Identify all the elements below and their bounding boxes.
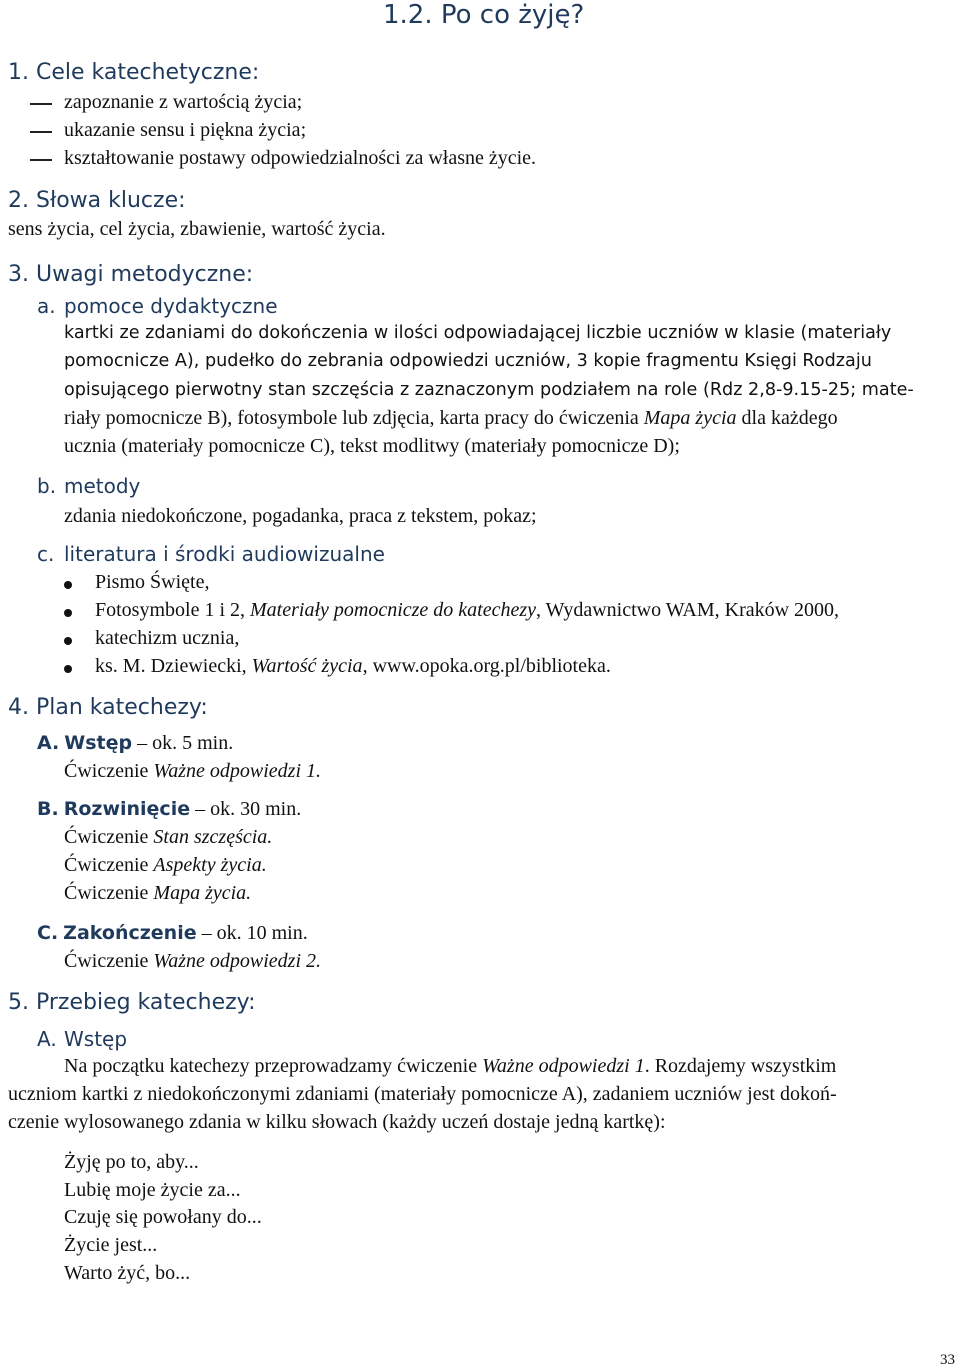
plan-step-b-exercise-3 xyxy=(64,882,251,905)
plan-step-b-time: – ok. 30 min. xyxy=(195,798,302,820)
sentence-starter-2: Lubię moje życie za... xyxy=(64,1179,241,1201)
plan-step-b-label: B. xyxy=(37,798,59,820)
intro-paragraph-line-3: czenie wylosowanego zdania w kilku słowach (każdy uczeń dostaje jedną kartkę): xyxy=(8,1111,666,1133)
intro-paragraph-line-1 xyxy=(64,1055,836,1078)
plan-step-a xyxy=(37,732,233,755)
plan-step-b-exercise-2 xyxy=(64,854,267,877)
exercise-title: Ważne odpowiedzi 1 xyxy=(482,1055,645,1077)
progress-a-label: A. xyxy=(37,1027,57,1051)
exercise-prefix: Ćwiczenie xyxy=(64,826,154,848)
section-2-heading: 2. Słowa klucze: xyxy=(8,188,186,213)
plan-step-c-title: Zakończenie xyxy=(63,922,197,944)
bullet-icon xyxy=(64,637,72,645)
section-4-heading: 4. Plan katechezy: xyxy=(8,695,208,720)
plan-step-a-time: – ok. 5 min. xyxy=(137,732,234,754)
goal-item-1: zapoznanie z wartością życia; xyxy=(64,91,303,113)
keywords-text: sens życia, cel życia, zbawienie, wartość życia. xyxy=(8,218,386,240)
plan-step-c-time: – ok. 10 min. xyxy=(201,922,308,944)
sentence-starter-5: Warto żyć, bo... xyxy=(64,1262,191,1284)
section-5-heading: 5. Przebieg katechezy: xyxy=(8,990,256,1015)
item-a-title: pomoce dydaktyczne xyxy=(64,294,278,318)
exercise-title: Mapa życia. xyxy=(153,882,252,904)
methods-text: zdania niedokończone, pogadanka, praca z tekstem, pokaz; xyxy=(64,505,537,527)
exercise-title: Aspekty życia. xyxy=(153,854,267,876)
section-3-heading: 3. Uwagi metodyczne: xyxy=(8,262,254,287)
page-title: 1.2. Po co żyję? xyxy=(383,0,585,30)
plan-step-b-title: Rozwinięcie xyxy=(63,798,191,820)
exercise-title: Ważne odpowiedzi 1. xyxy=(153,760,322,782)
intro-paragraph-line-2: uczniom kartki z niedokończonymi zdaniami (materiały pomocnicze A), zadaniem uczniów jest dokoń- xyxy=(8,1083,837,1105)
dash-marker xyxy=(30,159,52,161)
exercise-prefix: Ćwiczenie xyxy=(64,854,154,876)
aids-line-4-end: dla każdego xyxy=(736,407,838,429)
plan-step-b-exercise-1 xyxy=(64,826,272,849)
exercise-prefix: Ćwiczenie xyxy=(64,950,154,972)
aids-line-1: kartki ze zdaniami do dokończenia w ilości odpowiadającej liczbie uczniów w klasie (materiały xyxy=(64,323,892,343)
item-b-label: b. xyxy=(37,474,57,498)
worksheet-title: Mapa życia xyxy=(643,407,737,429)
bullet-icon xyxy=(64,665,72,673)
literature-item-2-start: Fotosymbole 1 i 2, xyxy=(95,599,251,621)
plan-step-c-exercise xyxy=(64,950,321,973)
intro-line-1-start: Na początku katechezy przeprowadzamy ćwiczenie xyxy=(64,1055,483,1077)
aids-line-4 xyxy=(64,407,838,430)
aids-line-5: ucznia (materiały pomocnicze C), tekst modlitwy (materiały pomocnicze D); xyxy=(64,435,680,457)
item-c-label: c. xyxy=(37,542,55,566)
progress-a-title: Wstęp xyxy=(64,1027,128,1051)
literature-item-4-start: ks. M. Dziewiecki, xyxy=(95,655,252,677)
plan-step-a-exercise xyxy=(64,760,321,783)
plan-step-c xyxy=(37,922,308,945)
literature-item-4 xyxy=(95,655,611,678)
literature-item-2-end: , Wydawnictwo WAM, Kraków 2000, xyxy=(536,599,840,621)
exercise-prefix: Ćwiczenie xyxy=(64,760,154,782)
sentence-starter-4: Życie jest... xyxy=(64,1234,158,1256)
sentence-starter-1: Żyję po to, aby... xyxy=(64,1151,199,1173)
aids-line-4-start: riały pomocnicze B), fotosymbole lub zdjęcia, karta pracy do ćwiczenia xyxy=(64,407,644,429)
plan-step-a-label: A. xyxy=(37,732,60,754)
exercise-prefix: Ćwiczenie xyxy=(64,882,154,904)
exercise-title: Stan szczęścia. xyxy=(153,826,273,848)
intro-line-1-end: . Rozdajemy wszystkim xyxy=(644,1055,837,1077)
dash-marker xyxy=(30,103,52,105)
dash-marker xyxy=(30,131,52,133)
article-title: Wartość życia xyxy=(251,655,363,677)
plan-step-b xyxy=(37,798,301,821)
plan-step-a-title: Wstęp xyxy=(64,732,133,754)
page-number: 33 xyxy=(940,1352,955,1368)
goal-item-3: kształtowanie postawy odpowiedzialności za własne życie. xyxy=(64,147,537,169)
aids-line-3: opisującego pierwotny stan szczęścia z zaznaczonym podziałem na role (Rdz 2,8-9.15-25; mate- xyxy=(64,380,914,400)
bullet-icon xyxy=(64,609,72,617)
item-b-title: metody xyxy=(64,474,141,498)
section-1-heading: 1. Cele katechetyczne: xyxy=(8,60,260,85)
item-c-title: literatura i środki audiowizualne xyxy=(64,542,385,566)
sentence-starter-3: Czuję się powołany do... xyxy=(64,1206,262,1228)
literature-item-4-end: , www.opoka.org.pl/biblioteka. xyxy=(362,655,611,677)
bullet-icon xyxy=(64,581,72,589)
aids-line-2: pomocnicze A), pudełko do zebrania odpowiedzi uczniów, 3 kopie fragmentu Księgi Rodzaju xyxy=(64,351,872,371)
plan-step-c-label: C. xyxy=(37,922,59,944)
literature-item-2 xyxy=(95,599,839,622)
book-title: Materiały pomocnicze do katechezy xyxy=(250,599,537,621)
literature-item-1: Pismo Święte, xyxy=(95,571,210,593)
exercise-title: Ważne odpowiedzi 2. xyxy=(153,950,322,972)
item-a-label: a. xyxy=(37,294,56,318)
goal-item-2: ukazanie sensu i piękna życia; xyxy=(64,119,307,141)
literature-item-3: katechizm ucznia, xyxy=(95,627,240,649)
